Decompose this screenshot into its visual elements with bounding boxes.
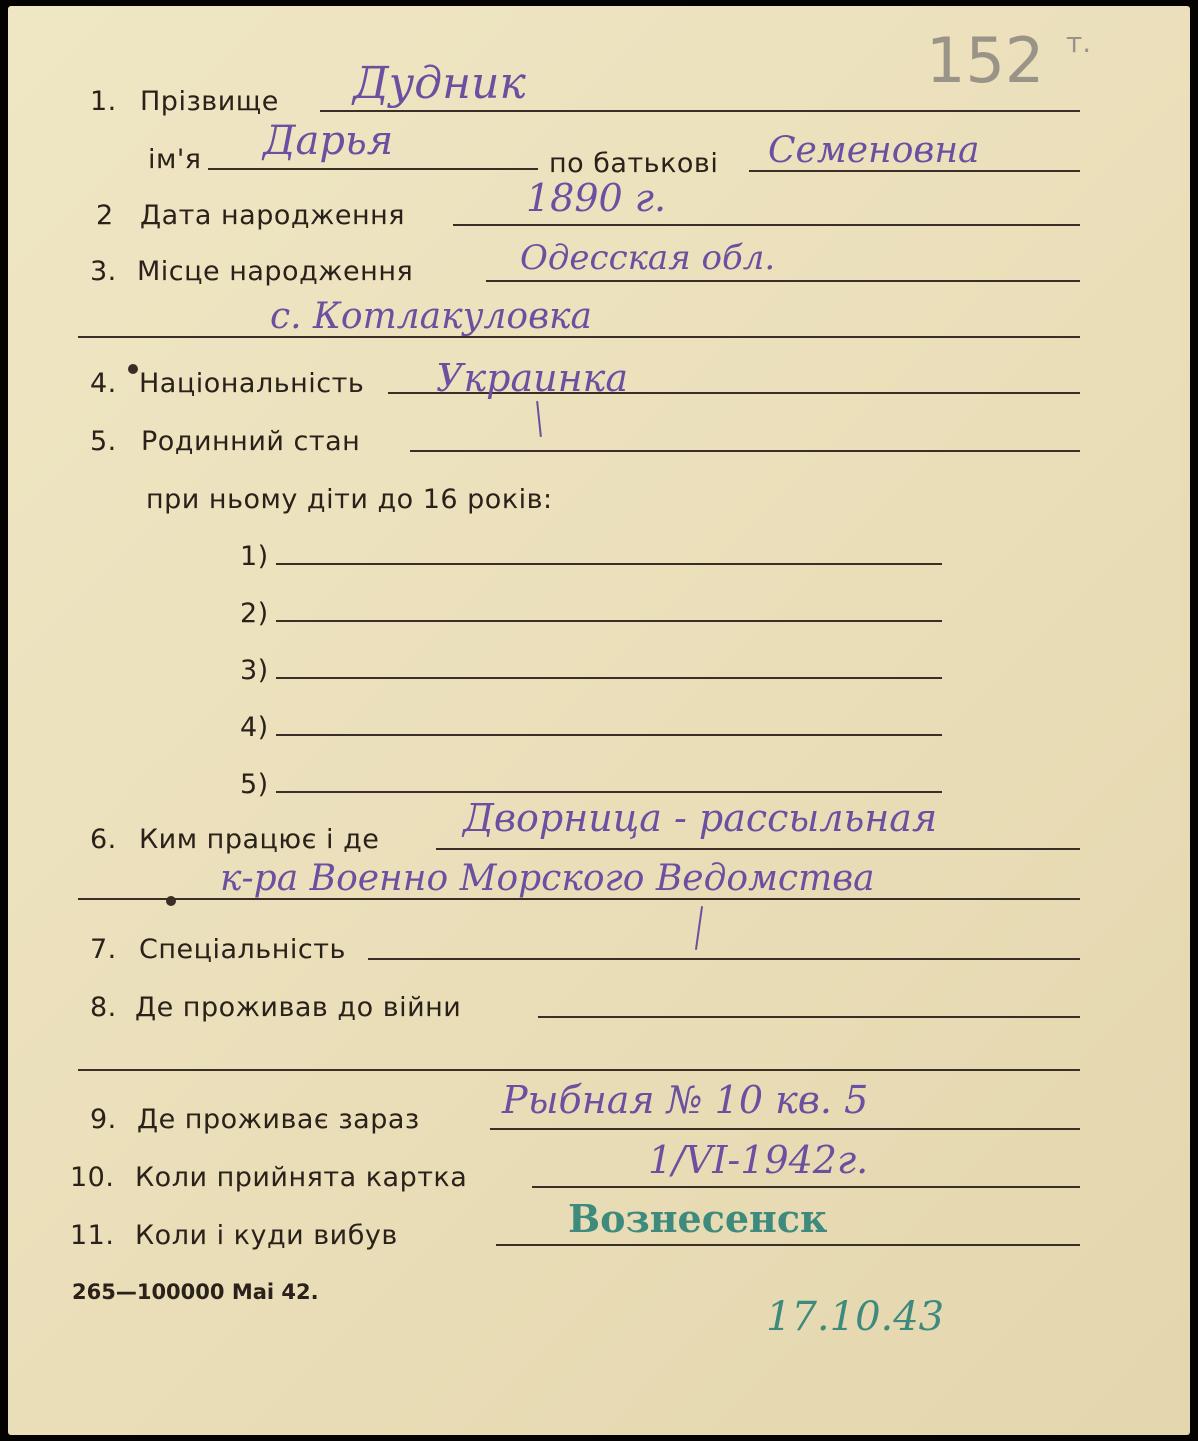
prewar-residence-line-2 — [78, 1069, 1080, 1071]
child-1-number: 1) — [240, 541, 269, 572]
ink-stroke — [536, 401, 542, 437]
child-2-number: 2) — [240, 598, 269, 629]
work-line-1 — [436, 848, 1080, 850]
first-name-line — [208, 168, 538, 170]
field-9-label: Де проживає зараз — [137, 1104, 420, 1135]
field-1-label: Прізвище — [140, 86, 279, 117]
field-3-number: 3. — [90, 256, 117, 287]
field-4-number: 4. — [90, 368, 117, 399]
first-name-label: ім'я — [148, 144, 202, 175]
birth-date-line — [453, 224, 1080, 226]
field-8-number: 8. — [90, 992, 117, 1023]
surname-value: Дудник — [353, 58, 526, 109]
field-6-number: 6. — [90, 824, 117, 855]
field-9-number: 9. — [90, 1104, 117, 1135]
field-7-label: Спеціальність — [139, 934, 346, 965]
patronymic-label: по батькові — [549, 148, 719, 179]
punch-hole — [128, 364, 138, 374]
prewar-residence-line-1 — [538, 1016, 1080, 1018]
field-10-number: 10. — [70, 1162, 115, 1193]
card-accepted-value: 1/VI-1942г. — [648, 1138, 869, 1182]
child-3-line — [276, 677, 942, 679]
field-5-number: 5. — [90, 426, 117, 457]
field-7-number: 7. — [90, 934, 117, 965]
field-10-label: Коли прийнята картка — [135, 1162, 468, 1193]
ink-stroke-2 — [695, 906, 703, 950]
field-4-label: Національність — [139, 368, 365, 399]
child-4-number: 4) — [240, 712, 269, 743]
field-1-number: 1. — [90, 86, 117, 117]
work-value-1: Дворница - рассыльная — [463, 796, 938, 840]
archive-number: 152 — [926, 24, 1045, 97]
birthplace-value-1: Одесская обл. — [520, 238, 776, 278]
field-5-label: Родинний стан — [141, 426, 361, 457]
child-2-line — [276, 620, 942, 622]
registration-card — [8, 6, 1190, 1435]
birth-date-value: 1890 г. — [526, 176, 667, 220]
first-name-value: Дарья — [263, 118, 394, 164]
field-8-label: Де проживав до війни — [135, 992, 462, 1023]
children-label: при ньому діти до 16 років: — [146, 484, 553, 515]
field-3-label: Місце народження — [137, 256, 414, 287]
work-value-2: к-ра Военно Морского Ведомства — [220, 858, 875, 899]
child-5-number: 5) — [240, 769, 269, 800]
departed-line — [496, 1244, 1080, 1246]
birthplace-line-1 — [486, 280, 1080, 282]
card-accepted-line — [532, 1186, 1080, 1188]
archive-number-suffix: т. — [1066, 26, 1092, 59]
patronymic-value: Семеновна — [768, 130, 980, 171]
print-run-footer: 265—100000 Mai 42. — [72, 1280, 319, 1304]
field-2-label: Дата народження — [140, 200, 406, 231]
field-6-label: Ким працює і де — [139, 824, 380, 855]
child-4-line — [276, 734, 942, 736]
field-11-label: Коли і куди вибув — [135, 1220, 398, 1251]
marital-status-line — [410, 450, 1080, 452]
specialty-line — [368, 958, 1080, 960]
child-3-number: 3) — [240, 655, 269, 686]
surname-line — [320, 110, 1080, 112]
current-residence-value: Рыбная № 10 кв. 5 — [502, 1078, 869, 1122]
field-2-number: 2 — [96, 200, 114, 231]
punch-hole-2 — [166, 896, 176, 906]
nationality-value: Украинка — [436, 356, 628, 400]
birthplace-value-2: с. Котлакуловка — [270, 296, 592, 337]
child-5-line — [276, 791, 942, 793]
field-11-number: 11. — [70, 1220, 115, 1251]
departed-value: Вознесенск — [568, 1196, 828, 1241]
current-residence-line — [490, 1128, 1080, 1130]
child-1-line — [276, 563, 942, 565]
departed-date: 17.10.43 — [766, 1294, 945, 1340]
